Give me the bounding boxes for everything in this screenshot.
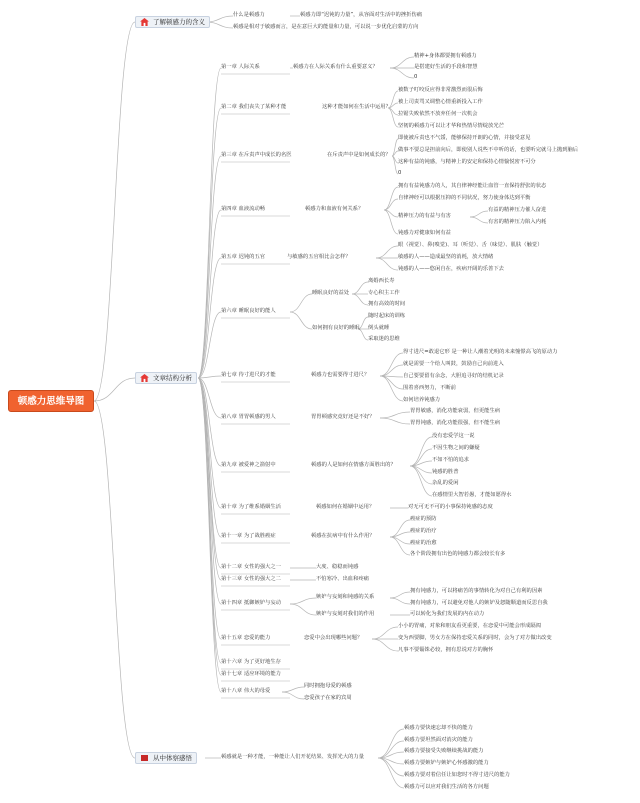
flag-icon bbox=[141, 755, 148, 761]
connector-line bbox=[380, 418, 410, 424]
connector-line bbox=[198, 258, 221, 378]
chapter-2[interactable]: 第二章 我们丧失了某种才能 bbox=[221, 104, 287, 110]
ch8-question[interactable]: 胃胃顿感究竟好还是不好？ bbox=[311, 414, 375, 420]
ch7-answer[interactable]: 自己要要留有余念，大胆追寻好的结机记录 bbox=[403, 373, 504, 379]
ch15-question[interactable]: 恋爱中会出现哪些问题？ bbox=[304, 635, 363, 641]
connector-line bbox=[94, 401, 135, 758]
branch-understand-meaning[interactable]: 了解顿感力的含义 bbox=[135, 16, 210, 28]
ch18-answer[interactable]: 恋爱孩子在家的宾周 bbox=[304, 695, 352, 701]
b3-point[interactable]: 顿感力要嫉妒与嫉妒心怀感激的能力 bbox=[404, 760, 489, 766]
connector-line bbox=[206, 16, 233, 22]
ch11-answer[interactable]: 癌症的治愈 bbox=[410, 540, 437, 546]
ch2-answer[interactable]: 被上司责骂又调整心情重新投入工作 bbox=[398, 99, 483, 105]
ch11-answer[interactable]: 癌症的治疗 bbox=[410, 528, 437, 534]
ch6-answer[interactable]: 倒头就睡 bbox=[368, 325, 390, 331]
b3-summary[interactable]: 顿感就是一种才能，一种能让人们开花结果、发挥光大的力量 bbox=[221, 754, 365, 760]
chapter-3[interactable]: 第三章 在斥责声中成长的名医 bbox=[221, 152, 292, 158]
connector-line bbox=[206, 22, 233, 28]
ch6-answer[interactable]: 拥有高效的时间 bbox=[368, 301, 406, 307]
chapter-6[interactable]: 第六章 睡眠良好的能人 bbox=[221, 308, 276, 314]
connector-line bbox=[378, 758, 404, 788]
b3-point[interactable]: 顿感力要对着信任让如您时不得寸进尺的能力 bbox=[404, 772, 510, 778]
connector-line bbox=[198, 378, 221, 692]
b3-point[interactable]: 顿感力可以应对我们生活的各方问题 bbox=[404, 784, 489, 790]
ch14-question-1[interactable]: 嫉妒与妄刻和钝感的关系 bbox=[316, 594, 375, 600]
ch6-question-2[interactable]: 如何拥有良好的睡眠 bbox=[312, 325, 360, 331]
connector-line bbox=[94, 378, 135, 401]
ch4-answer[interactable]: 拥有有益钝感力的人，其自律神经能让血管一直保持舒张的状态 bbox=[398, 183, 547, 189]
connector-line bbox=[94, 22, 135, 401]
branch-structure-analysis[interactable]: 文章结构分析 bbox=[135, 372, 197, 384]
connector-line bbox=[290, 312, 312, 329]
ch12-answer[interactable]: 大度、稳稳而钝感 bbox=[316, 564, 359, 570]
ch6-answer[interactable]: 专心积主工作 bbox=[368, 290, 400, 296]
chapter-11[interactable]: 第十一章 为了战胜癌症 bbox=[221, 533, 276, 539]
branch-insights[interactable]: 从中体察感悟 bbox=[135, 752, 197, 764]
ch11-question[interactable]: 顿感在抗病中有什么作用？ bbox=[311, 533, 375, 539]
ch9-question[interactable]: 顿感的人是如何在情感方面胜出的？ bbox=[311, 462, 396, 468]
home-icon bbox=[140, 18, 149, 26]
ch4-sub[interactable]: 有害的精神压力陷入内耗 bbox=[488, 219, 547, 225]
connector-line bbox=[352, 294, 368, 305]
connector-line bbox=[198, 378, 221, 639]
connector-line bbox=[384, 199, 398, 210]
connector-line bbox=[198, 378, 221, 604]
ch14-answer[interactable]: 可以转化为我们发展的内在动力 bbox=[410, 611, 485, 617]
ch2-answer[interactable]: 被数子叮咬反应得非常激烈而很后悔 bbox=[398, 87, 483, 93]
ch9-answer[interactable]: 杂乱的爱闲 bbox=[432, 480, 459, 486]
ch3-question[interactable]: 在斥责声中是如何成长的？ bbox=[327, 152, 391, 158]
chapter-15[interactable]: 第十五章 恋爱的能力 bbox=[221, 635, 271, 641]
ch4-sub[interactable]: 有益的精神压力催人奋进 bbox=[488, 207, 547, 213]
connector-line bbox=[390, 592, 410, 598]
ch9-answer[interactable]: 没有恋爱学这一说 bbox=[432, 433, 475, 439]
ch6-answer[interactable]: 随时起床的训练 bbox=[368, 313, 406, 319]
ch9-answer[interactable]: 不如不怕的追求 bbox=[432, 457, 470, 463]
connector-line bbox=[390, 57, 414, 68]
ch6-question-1[interactable]: 睡眠良好的益处 bbox=[312, 290, 350, 296]
ch7-answer[interactable]: 就是需要一个给人叫鼓，鼓励自己向前进入 bbox=[403, 361, 504, 367]
ch15-answer[interactable]: 变为西要脚，男女方在保持恋爱关系的同时，会为了对方做出改变 bbox=[398, 635, 552, 641]
connector-line bbox=[390, 598, 410, 604]
ch3-answer[interactable]: 0 bbox=[398, 170, 402, 176]
connector-line bbox=[384, 187, 398, 210]
b1-definition[interactable]: 顿感力即“迟钝的力量”，从容面对生活中的挫折伤痛 bbox=[300, 12, 423, 18]
ch10-question[interactable]: 顿感如何在婚姻中运用？ bbox=[316, 504, 375, 510]
chapter-5[interactable]: 第五章 迟钝的五官 bbox=[221, 254, 266, 260]
connector-line bbox=[290, 604, 316, 615]
connector-line bbox=[390, 68, 414, 78]
ch5-answer[interactable]: 敏感的人——造成最坚的消耗，放大情绪 bbox=[398, 254, 494, 260]
ch3-answer[interactable]: 即使被斥责也不气馁，能够保持开朗的心情，并接受意见 bbox=[398, 135, 531, 141]
ch5-answer[interactable]: 眼（视觉）、鼻(嗅觉)、耳（听觉）、舌（味觉）、肌肤（触觉） bbox=[398, 242, 543, 248]
chapter-17[interactable]: 第十七章 适应环境的能力 bbox=[221, 671, 281, 677]
ch7-question[interactable]: 顿感力也需要得寸进尺？ bbox=[311, 372, 370, 378]
chapter-12[interactable]: 第十二章 女性的强大之一 bbox=[221, 564, 281, 570]
ch9-answer[interactable]: 不因生物之间的嫌疑 bbox=[432, 445, 480, 451]
ch5-question[interactable]: 与敏感的五官相比会怎样？ bbox=[287, 254, 351, 260]
ch15-answer[interactable]: 小小的胃痛，对象和朋友看更重要，在恋爱中可能会形成隔阂 bbox=[398, 623, 542, 629]
b1-what-is[interactable]: 什么是顿感力 bbox=[233, 12, 265, 18]
ch3-answer[interactable]: 做事不要总是担前向后，即使别人说些不中听的话，也要听完就马上抛到脑后 bbox=[398, 147, 579, 153]
ch11-answer[interactable]: 癌症的预防 bbox=[410, 516, 437, 522]
connector-line bbox=[470, 217, 488, 223]
b3-point[interactable]: 顿感力要快速忘却不快的能力 bbox=[404, 725, 473, 731]
ch4-answer[interactable]: 自律神经可以根据压抑的不同状况，努力使身体达到平衡 bbox=[398, 195, 531, 201]
chapter-7[interactable]: 第七章 待寸进尺的才能 bbox=[221, 372, 276, 378]
ch1-answer[interactable]: 精神+身体都要拥有顿感力 bbox=[414, 53, 477, 59]
connector-line bbox=[372, 627, 398, 639]
ch2-answer[interactable]: 坚韧的顿感力可以让才华和热情尽情绽放光芒 bbox=[398, 123, 504, 129]
chapter-9[interactable]: 第九章 被爱神之箭射中 bbox=[221, 462, 276, 468]
chapter-13[interactable]: 第十三章 女性的强大之二 bbox=[221, 576, 281, 582]
chapter-16[interactable]: 第十六章 为了更好地生存 bbox=[221, 659, 281, 665]
ch6-answer[interactable]: 采取迷的思维 bbox=[368, 336, 400, 342]
connector-line bbox=[378, 729, 404, 758]
ch2-answer[interactable]: 拉锯失败依然不放弃任何一次机会 bbox=[398, 111, 478, 117]
connector-line bbox=[290, 598, 316, 604]
ch4-question[interactable]: 顿感力和血液有何关系？ bbox=[305, 206, 364, 212]
connector-line bbox=[376, 246, 398, 258]
ch1-answer[interactable]: 0 bbox=[414, 74, 418, 80]
home-icon bbox=[140, 374, 149, 382]
ch7-answer[interactable]: 得寸进尺=敢退它形 是一种让人潮着光明的未来憧憬高飞的原动力 bbox=[403, 349, 558, 355]
chapter-4[interactable]: 第四章 血液流动畅 bbox=[221, 206, 266, 212]
connector-line bbox=[198, 378, 221, 580]
connector-line bbox=[198, 376, 221, 378]
ch18-answer[interactable]: 同时拥抱母爱的顿感 bbox=[304, 683, 352, 689]
ch8-answer[interactable]: 胃胃钝感，消化功能很强，但不能生病 bbox=[410, 420, 501, 426]
connector-line bbox=[380, 376, 403, 389]
ch9-answer[interactable]: 钝感的胜普 bbox=[432, 469, 459, 475]
connector-line bbox=[352, 282, 368, 294]
ch14-answer[interactable]: 拥有钝感力，可以避免对他人的嫉妒及恕随顺道而反思自我 bbox=[410, 600, 548, 606]
ch4-answer[interactable]: 精神压力的有益与有害 bbox=[398, 213, 451, 219]
ch14-answer[interactable]: 拥有钝感力，可以将痛苦的事情转化为对自己有利的因素 bbox=[410, 588, 543, 594]
ch14-question-2[interactable]: 嫉妒与妄刻对我们的作用 bbox=[316, 611, 375, 617]
ch3-answer[interactable]: 这种有益的钝感，与精神上的安定和保持心情愉悦密不可分 bbox=[398, 159, 536, 165]
chapter-10[interactable]: 第十章 为了维系婚姻生活 bbox=[221, 504, 281, 510]
connector-line bbox=[410, 437, 432, 466]
b1-relative[interactable]: 顿感是相对于敏感而言，是在意巨大的能量和力量，可以说一步优化启蒙的方向 bbox=[233, 24, 419, 30]
ch13-answer[interactable]: 不怕寒冷、出血和疼痛 bbox=[316, 576, 369, 582]
ch11-answer[interactable]: 各个阶段拥有出色的钝感力都会较长有多 bbox=[410, 551, 506, 557]
chapter-18[interactable]: 第十八章 伟大的母爱 bbox=[221, 688, 271, 694]
connector-line bbox=[376, 258, 398, 270]
ch5-answer[interactable]: 钝感的人——悠闲自在，疾病开阔的乐善下去 bbox=[398, 266, 504, 272]
ch1-answer[interactable]: 是搭建好生活的手段和智慧 bbox=[414, 64, 478, 70]
ch2-question[interactable]: 这种才能如何在生活中运用？ bbox=[322, 104, 391, 110]
connector-line bbox=[380, 365, 403, 376]
connector-line bbox=[390, 537, 410, 555]
chapter-14[interactable]: 第十四章 抵御嫉妒与妄动 bbox=[221, 600, 281, 606]
connector-line bbox=[282, 687, 304, 692]
connector-line bbox=[372, 639, 398, 651]
ch1-question[interactable]: 顿感力在人际关系有什么重要意义？ bbox=[293, 64, 378, 70]
ch7-answer[interactable]: 如何培养钝感力 bbox=[403, 397, 441, 403]
ch10-answer[interactable]: 对无可无不可的小事保持钝感的态度 bbox=[408, 504, 493, 510]
connector-line bbox=[290, 294, 312, 312]
root-node[interactable]: 顿感力思维导图 bbox=[8, 390, 94, 412]
ch7-answer[interactable]: 围着喜西努力，不断前 bbox=[403, 385, 456, 391]
connector-line bbox=[380, 353, 403, 376]
ch15-answer[interactable]: 凡事不要锱铢必较，拥有思说对方的胸怀 bbox=[398, 647, 494, 653]
b3-point[interactable]: 顿感力要坦然面对消灾的能力 bbox=[404, 737, 473, 743]
connector-line bbox=[198, 68, 221, 378]
connector-line bbox=[198, 108, 221, 378]
chapter-8[interactable]: 第八章 胃胃顿感的男人 bbox=[221, 414, 276, 420]
connector-line bbox=[390, 537, 410, 544]
ch8-answer[interactable]: 胃胃敏感，消化功能衰弱，但更能生病 bbox=[410, 408, 501, 414]
chapter-1[interactable]: 第一章 人际关系 bbox=[221, 64, 260, 70]
b3-point[interactable]: 顿感力要接受失败继续挑战的能力 bbox=[404, 748, 484, 754]
connector-line bbox=[470, 211, 488, 217]
ch9-answer[interactable]: 在感情里大智若愚，才能如愿得水 bbox=[432, 492, 512, 498]
ch4-answer[interactable]: 钝感力对健康如何有益 bbox=[398, 230, 451, 236]
connector-line bbox=[380, 412, 410, 418]
ch6-answer[interactable]: 离婚西长寿 bbox=[368, 278, 395, 284]
connector-line bbox=[410, 466, 432, 496]
